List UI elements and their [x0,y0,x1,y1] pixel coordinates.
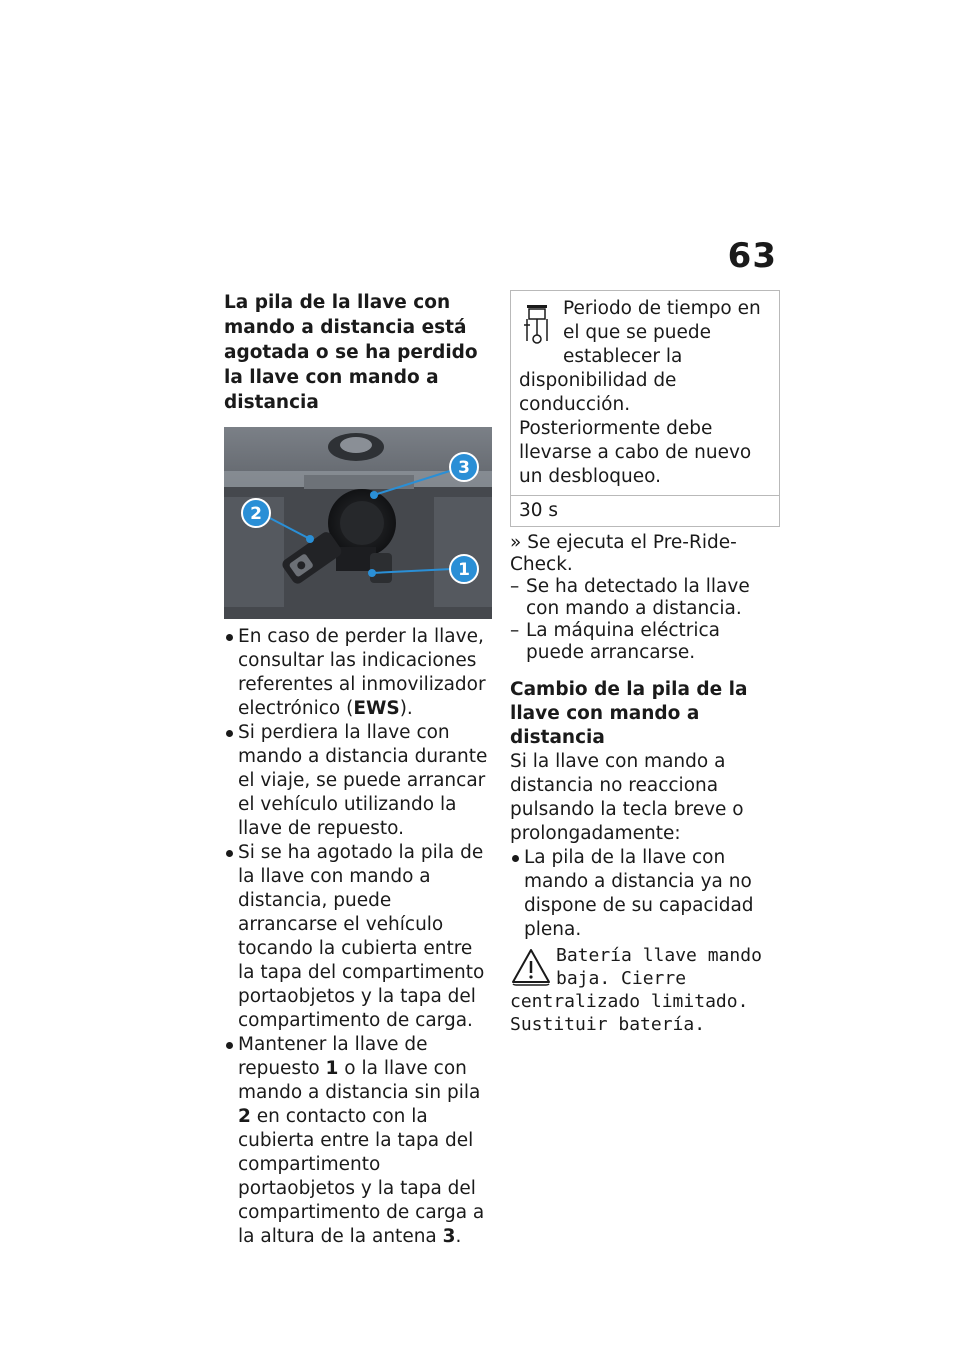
warning-message [510,944,780,1036]
bullet-bold: 3 [442,1226,456,1247]
bullet-item [224,1033,492,1249]
callout-3 [450,453,478,481]
hourglass-key-icon [519,301,555,347]
bullet-list-battery [510,846,780,942]
photo-key-antenna [224,427,492,619]
callout-1 [450,555,478,583]
warning-text: Batería llave mando baja. Cierre centralizado limitado. Sustituir batería. [510,945,762,1035]
info-box-text-cell [511,291,779,495]
bullet-text: ). [399,698,413,719]
result-line: » Se ejecuta el Pre-Ride-Check. [510,532,737,575]
right-column [510,290,780,1036]
dash-item: – Se ha detectado la llave con mando a distancia. [510,576,780,620]
page-number: 63 [727,236,777,276]
bullet-text: Mantener la llave de repuesto [238,1034,428,1079]
dash-list [510,576,780,664]
section-heading-lost-key: La pila de la llave con mando a distancia está agotada o se ha perdido la llave con mando a distancia [224,292,478,413]
info-box-value: 30 s [511,495,779,526]
bullet-text: Si perdiera la llave con mando a distancia durante el viaje, se puede arrancar el vehículo utilizando la llave de repuesto. [238,722,488,839]
bullet-bold: 2 [238,1106,251,1127]
paragraph-no-reaction: Si la llave con mando a distancia no reacciona pulsando la tecla breve o prolongadamente: [510,751,744,844]
callout-2-label: 2 [250,504,262,524]
callout-1-label: 1 [458,560,470,580]
warning-triangle-icon [510,946,552,988]
callout-2 [242,499,270,527]
bullet-item [224,625,492,721]
bullet-text: . [455,1226,462,1247]
bullet-item: La pila de la llave con mando a distancia ya no dispone de su capacidad plena. [510,846,780,942]
bullet-list-lost-key [224,625,492,1249]
bullet-text: en contacto con la cubierta entre la tapa del compartimento portaobjetos y la tapa del compartimento de carga a la altura de la antena [238,1106,485,1247]
bullet-text: o la llave con mando a distancia sin pila [238,1058,481,1103]
bullet-bold: 1 [325,1058,339,1079]
bullet-text: En caso de perder la llave, consultar las indicaciones referentes al inmovilizador electrónico ( [238,626,486,719]
dash-item: – La máquina eléctrica puede arrancarse. [510,620,780,664]
bullet-bold: EWS [353,698,400,719]
info-box [510,290,780,527]
callout-3-label: 3 [458,458,470,478]
bullet-item [224,841,492,1033]
info-box-text: Periodo de tiempo en el que se puede establecer la disponibilidad de conducción. Posteriormente debe llevarse a cabo de nuevo un desbloqueo. [519,298,761,487]
photo-illustration [224,427,492,619]
bullet-item [224,721,492,841]
bullet-text: Si se ha agotado la pila de la llave con mando a distancia, puede arrancarse el vehículo tocando la cubierta entre la tapa del compartimento portaobjetos y la tapa del compartimento de carga. [238,842,485,1031]
left-column [224,290,492,1249]
section-heading-battery-change: Cambio de la pila de la llave con mando a distancia [510,679,748,748]
